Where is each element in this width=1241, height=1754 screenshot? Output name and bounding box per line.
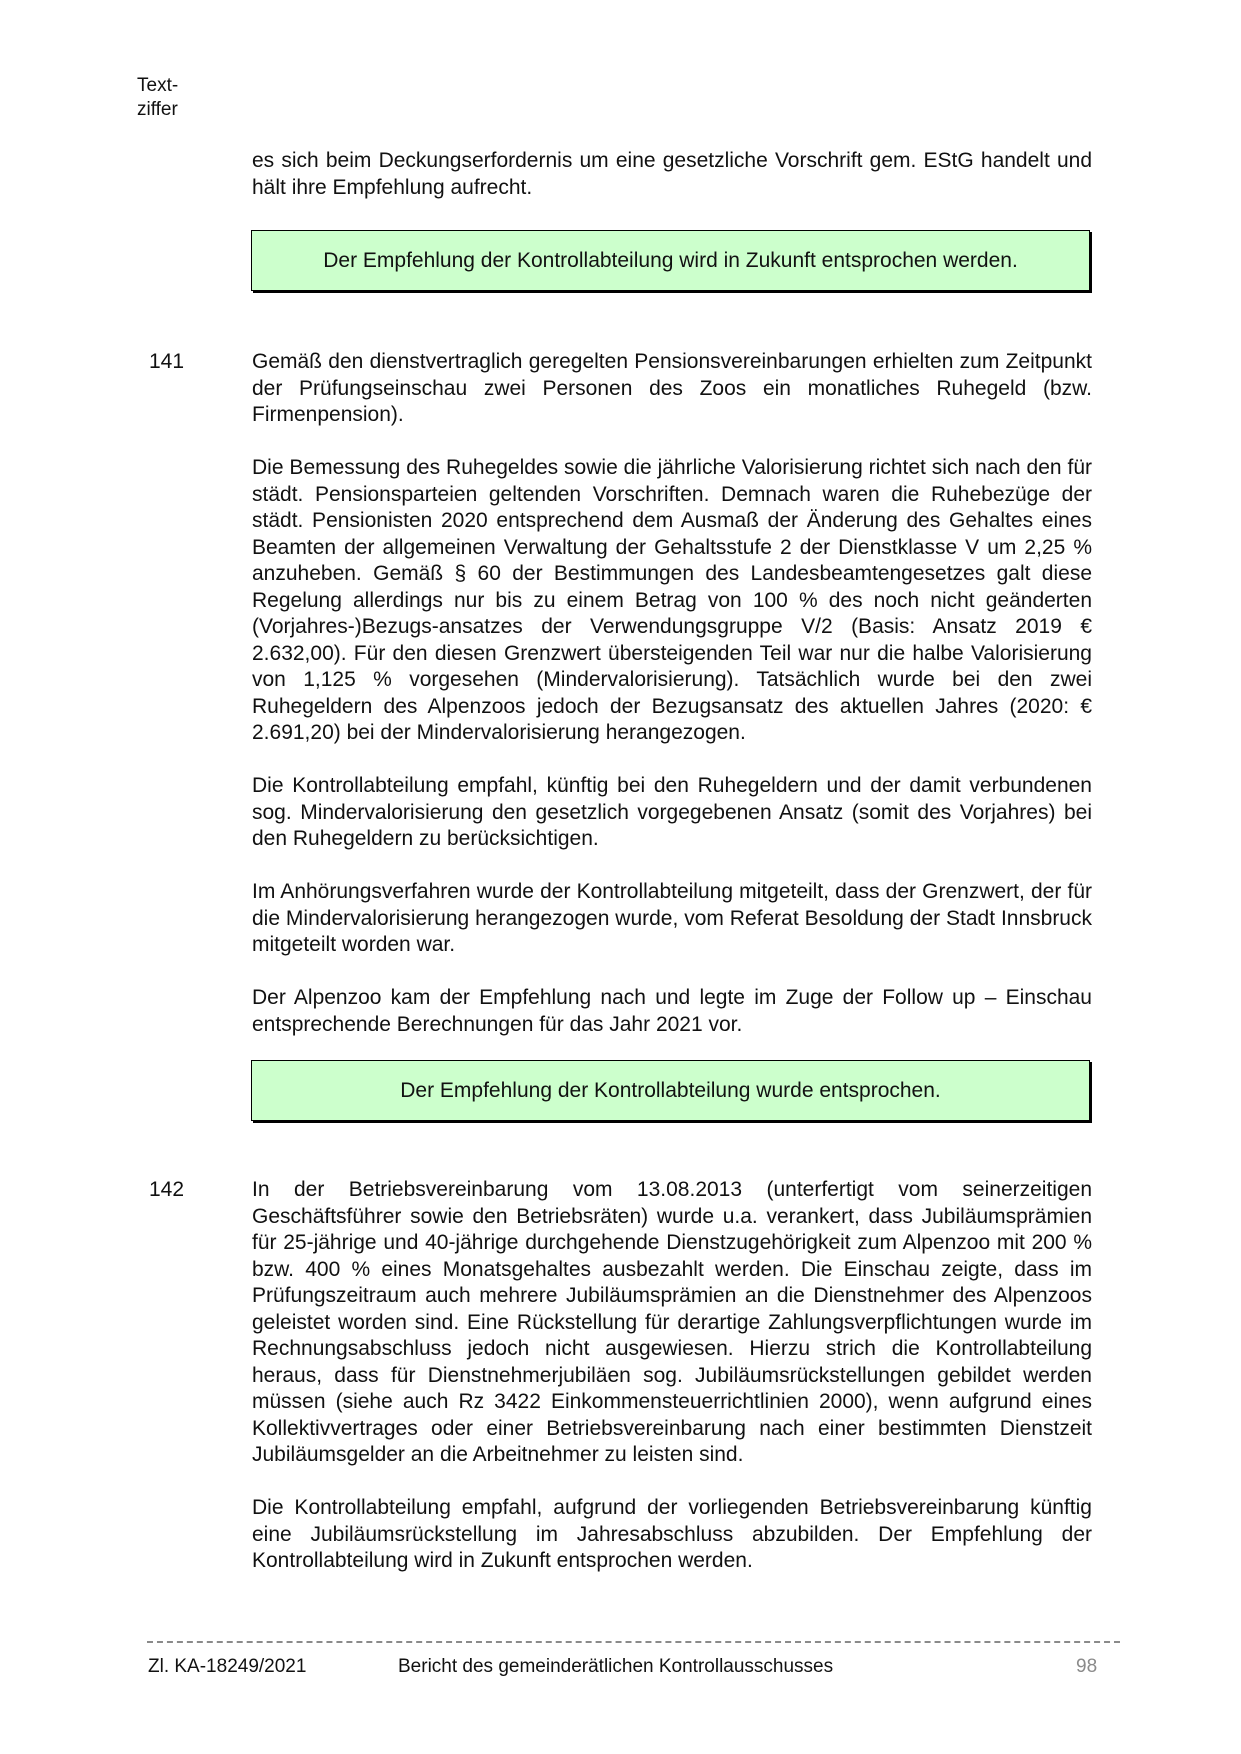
page-number: 98 <box>1076 1656 1098 1677</box>
section-142-text <box>252 1177 1092 1575</box>
margin-label-line-2: ziffer <box>137 99 178 120</box>
recommendation-box-2 <box>251 1060 1090 1121</box>
section-number-142: 142 <box>149 1178 185 1201</box>
footer-reference: Zl. KA-18249/2021 <box>148 1656 307 1677</box>
footer-divider <box>147 1641 1120 1643</box>
continuation-text <box>252 148 1092 201</box>
recommendation-box-text: Der Empfehlung der Kontrollabteilung wird in Zukunft entsprochen werden. <box>323 248 1018 272</box>
recommendation-box-text: Der Empfehlung der Kontrollabteilung wurde entsprochen. <box>400 1078 941 1102</box>
paragraph: Die Kontrollabteilung empfahl, aufgrund der vorliegenden Betriebsvereinbarung künftig eine Jubiläumsrückstellung im Jahresabschluss abzubilden. Der Empfehlung der Kontrollabteilung wird in Zukunft entsprochen werden. <box>252 1496 1092 1572</box>
paragraph: Gemäß den dienstvertraglich geregelten Pensionsvereinbarungen erhielten zum Zeitpunkt der Prüfungseinschau zwei Personen des Zoos ein monatliches Ruhegeld (bzw. Firmenpension). <box>252 350 1092 426</box>
paragraph: Die Kontrollabteilung empfahl, künftig bei den Ruhegeldern und der damit verbundenen sog. Mindervalorisierung den gesetzlich vorgegebenen Ansatz (somit des Vorjahres) bei den Ruhegeldern zu berücksichtigen. <box>252 774 1092 850</box>
paragraph: es sich beim Deckungserfordernis um eine gesetzliche Vorschrift gem. EStG handelt und hält ihre Empfehlung aufrecht. <box>252 149 1092 199</box>
paragraph: In der Betriebsvereinbarung vom 13.08.2013 (unterfertigt vom seinerzeitigen Geschäftsführer sowie den Betriebsräten) wurde u.a. verankert, dass Jubiläumsprämien für 25-jährige und 40-jährige durchgehende Dienstzugehörigkeit zum Alpenzoo mit 200 % bzw. 400 % eines Monatsgehaltes ausbezahlt werden. Die Einschau zeigte, dass im Prüfungszeitraum auch mehrere Jubiläumsprämien an die Dienstnehmer des Alpenzoos geleistet worden sind. Eine Rückstellung für derartige Zahlungsverpflichtungen wurde im Rechnungsabschluss jedoch nicht ausgewiesen. Hierzu strich die Kontrollabteilung heraus, dass für Dienstnehmerjubiläen sog. Jubiläumsrückstellungen gebildet werden müssen (siehe auch Rz 3422 Einkommensteuerrichtlinien 2000), wenn aufgrund eines Kollektivvertrages oder einer Betriebsvereinbarung nach einer bestimmten Dienstzeit Jubiläumsgelder an die Arbeitnehmer zu leisten sind. <box>252 1178 1092 1466</box>
recommendation-box-1 <box>251 230 1090 291</box>
margin-label-line-1: Text- <box>137 75 179 96</box>
footer-title: Bericht des gemeinderätlichen Kontrollausschusses <box>398 1656 834 1677</box>
paragraph: Der Alpenzoo kam der Empfehlung nach und legte im Zuge der Follow up – Einschau entsprechende Berechnungen für das Jahr 2021 vor. <box>252 986 1092 1036</box>
section-number-141: 141 <box>149 350 185 373</box>
paragraph: Im Anhörungsverfahren wurde der Kontrollabteilung mitgeteilt, dass der Grenzwert, der für die Mindervalorisierung herangezogen wurde, vom Referat Besoldung der Stadt Innsbruck mitgeteilt worden war. <box>252 880 1092 956</box>
section-141-text <box>252 349 1092 1038</box>
margin-label-textziffer <box>137 74 178 122</box>
paragraph: Die Bemessung des Ruhegeldes sowie die jährliche Valorisierung richtet sich nach den für städt. Pensionsparteien geltenden Vorschriften. Demnach waren die Ruhebezüge der städt. Pensionisten 2020 entsprechend dem Ausmaß der Änderung des Gehaltes eines Beamten der allgemeinen Verwaltung der Gehaltsstufe 2 der Dienstklasse V um 2,25 % anzuheben. Gemäß § 60 der Bestimmungen des Landesbeamtengesetzes galt diese Regelung allerdings nur bis zu einem Betrag von 100 % des noch nicht geänderten (Vorjahres-)Bezugs-ansatzes der Verwendungsgruppe V/2 (Basis: Ansatz 2019 € 2.632,00). Für den diesen Grenzwert übersteigenden Teil war nur die halbe Valorisierung von 1,125 % vorgesehen (Mindervalorisierung). Tatsächlich wurde bei den zwei Ruhegeldern des Alpenzoos jedoch der Bezugsansatz des aktuellen Jahres (2020: € 2.691,20) bei der Mindervalorisierung herangezogen. <box>252 456 1092 744</box>
